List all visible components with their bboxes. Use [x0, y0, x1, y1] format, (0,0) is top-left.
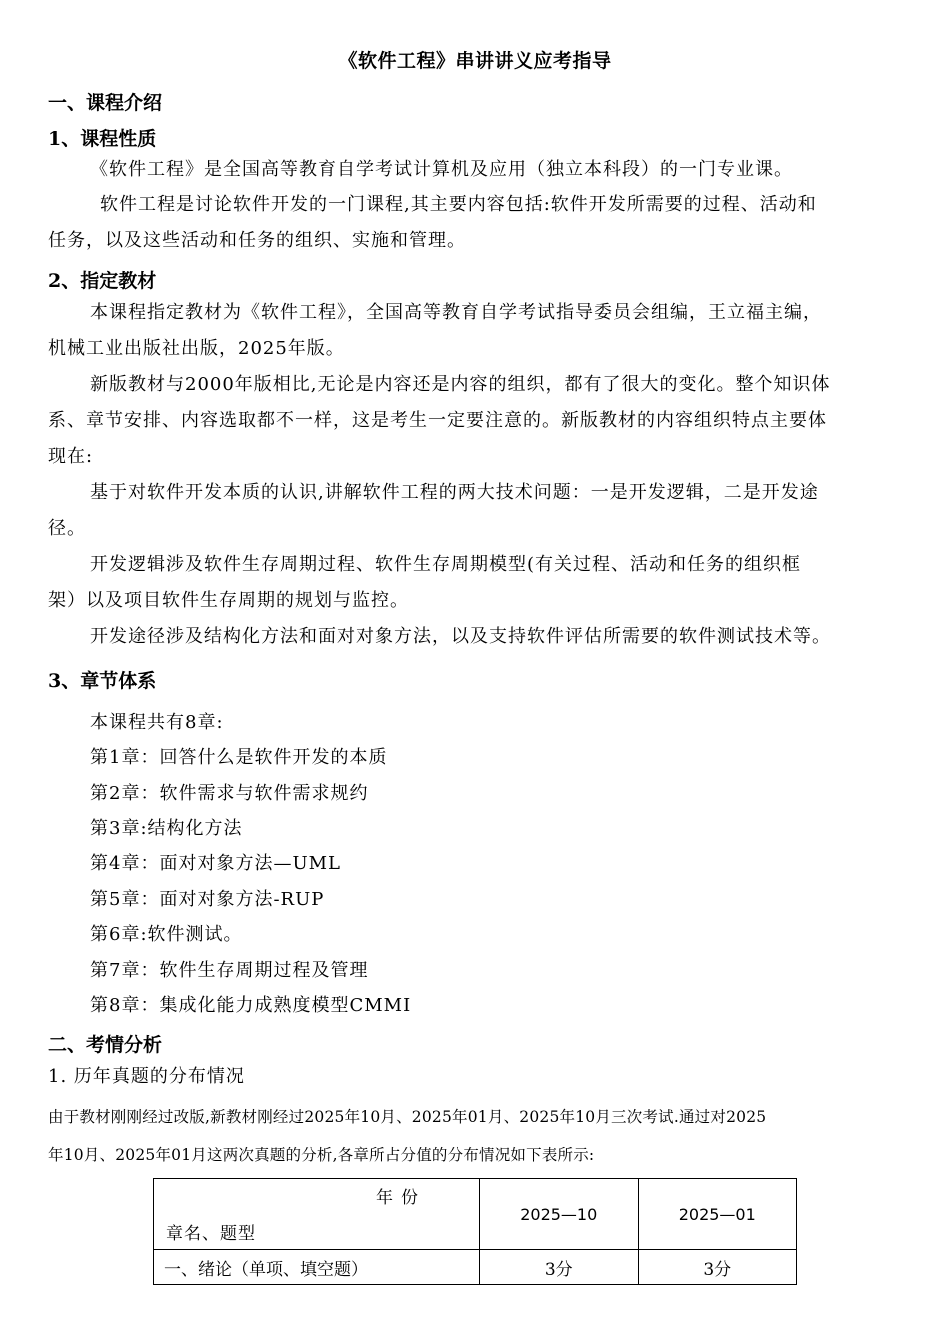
subheading-chapter-system: 3、章节体系: [48, 670, 157, 692]
chapter-item: 第5章：面对对象方法-RUP: [90, 889, 325, 910]
chapter-item: 第3章:结构化方法: [90, 818, 243, 839]
paragraph-dev-logic-line1: 开发逻辑涉及软件生存周期过程、软件生存周期模型(有关过程、活动和任务的组织框: [90, 554, 802, 575]
table-row: [154, 1250, 797, 1285]
chapter-item: 第6章:软件测试。: [90, 924, 243, 945]
page-title: 《软件工程》串讲讲义应考指导: [338, 50, 612, 72]
paragraph-textbook-line2: 机械工业出版社出版，2025年版。: [48, 338, 345, 359]
section-heading-exam-analysis: 二、考情分析: [48, 1034, 163, 1056]
diagonal-header-cell: [154, 1179, 480, 1250]
subheading-course-nature: 1、课程性质: [48, 128, 157, 150]
paragraph-two-problems-line2: 径。: [48, 518, 86, 539]
chapters-intro: 本课程共有8章:: [90, 712, 224, 733]
table-cell: 3分: [638, 1250, 797, 1285]
section-heading-course-intro: 一、课程介绍: [48, 92, 163, 114]
chapter-item: 第2章：软件需求与软件需求规约: [90, 783, 369, 804]
table-cell: 3分: [480, 1250, 639, 1285]
paragraph-course-nature: 《软件工程》是全国高等教育自学考试计算机及应用（独立本科段）的一门专业课。: [90, 159, 793, 180]
paragraph-textbook-line1: 本课程指定教材为《软件工程》，全国高等教育自学考试指导委员会组编，王立福主编，: [90, 302, 822, 323]
column-header: 2025—01: [638, 1179, 797, 1250]
table-header-row: [154, 1179, 797, 1250]
paragraph-new-edition-line3: 现在:: [48, 446, 94, 467]
paragraph-new-edition-line1: 新版教材与2000年版相比,无论是内容还是内容的组织，都有了很大的变化。整个知识体: [90, 374, 831, 395]
paragraph-dev-logic-line2: 架）以及项目软件生存周期的规划与监控。: [48, 590, 409, 611]
paragraph-main-content-line2: 任务，以及这些活动和任务的组织、实施和管理。: [48, 230, 466, 251]
subheading-textbook: 2、指定教材: [48, 270, 157, 292]
header-year-label: 年份: [376, 1188, 426, 1208]
paragraph-distribution-line2: 年10月、2025年01月这两次真题的分析,各章所占分值的分布情况如下表所示:: [48, 1146, 595, 1164]
header-chapter-label: 章名、题型: [166, 1224, 256, 1244]
column-header: 2025—10: [480, 1179, 639, 1250]
subheading-distribution: 1. 历年真题的分布情况: [48, 1066, 245, 1087]
paragraph-two-problems-line1: 基于对软件开发本质的认识,讲解软件工程的两大技术问题：一是开发逻辑，二是开发途: [90, 482, 819, 503]
row-chapter-name: 一、绪论（单项、填空题）: [154, 1250, 480, 1285]
paragraph-main-content-line1: 软件工程是讨论软件开发的一门课程,其主要内容包括:软件开发所需要的过程、活动和: [100, 194, 817, 215]
chapter-item: 第7章：软件生存周期过程及管理: [90, 960, 369, 981]
paragraph-dev-approach: 开发途径涉及结构化方法和面对对象方法，以及支持软件评估所需要的软件测试技术等。: [90, 626, 831, 647]
score-distribution-table: [153, 1178, 797, 1285]
chapter-item: 第1章：回答什么是软件开发的本质: [90, 747, 388, 768]
paragraph-distribution-line1: 由于教材刚刚经过改版,新教材刚经过2025年10月、2025年01月、2025年10月三次考试.通过对2025: [48, 1108, 767, 1126]
chapter-item: 第4章：面对对象方法—UML: [90, 853, 342, 874]
paragraph-new-edition-line2: 系、章节安排、内容选取都不一样，这是考生一定要注意的。新版教材的内容组织特点主要体: [48, 410, 827, 431]
chapter-item: 第8章：集成化能力成熟度模型CMMI: [90, 995, 412, 1016]
